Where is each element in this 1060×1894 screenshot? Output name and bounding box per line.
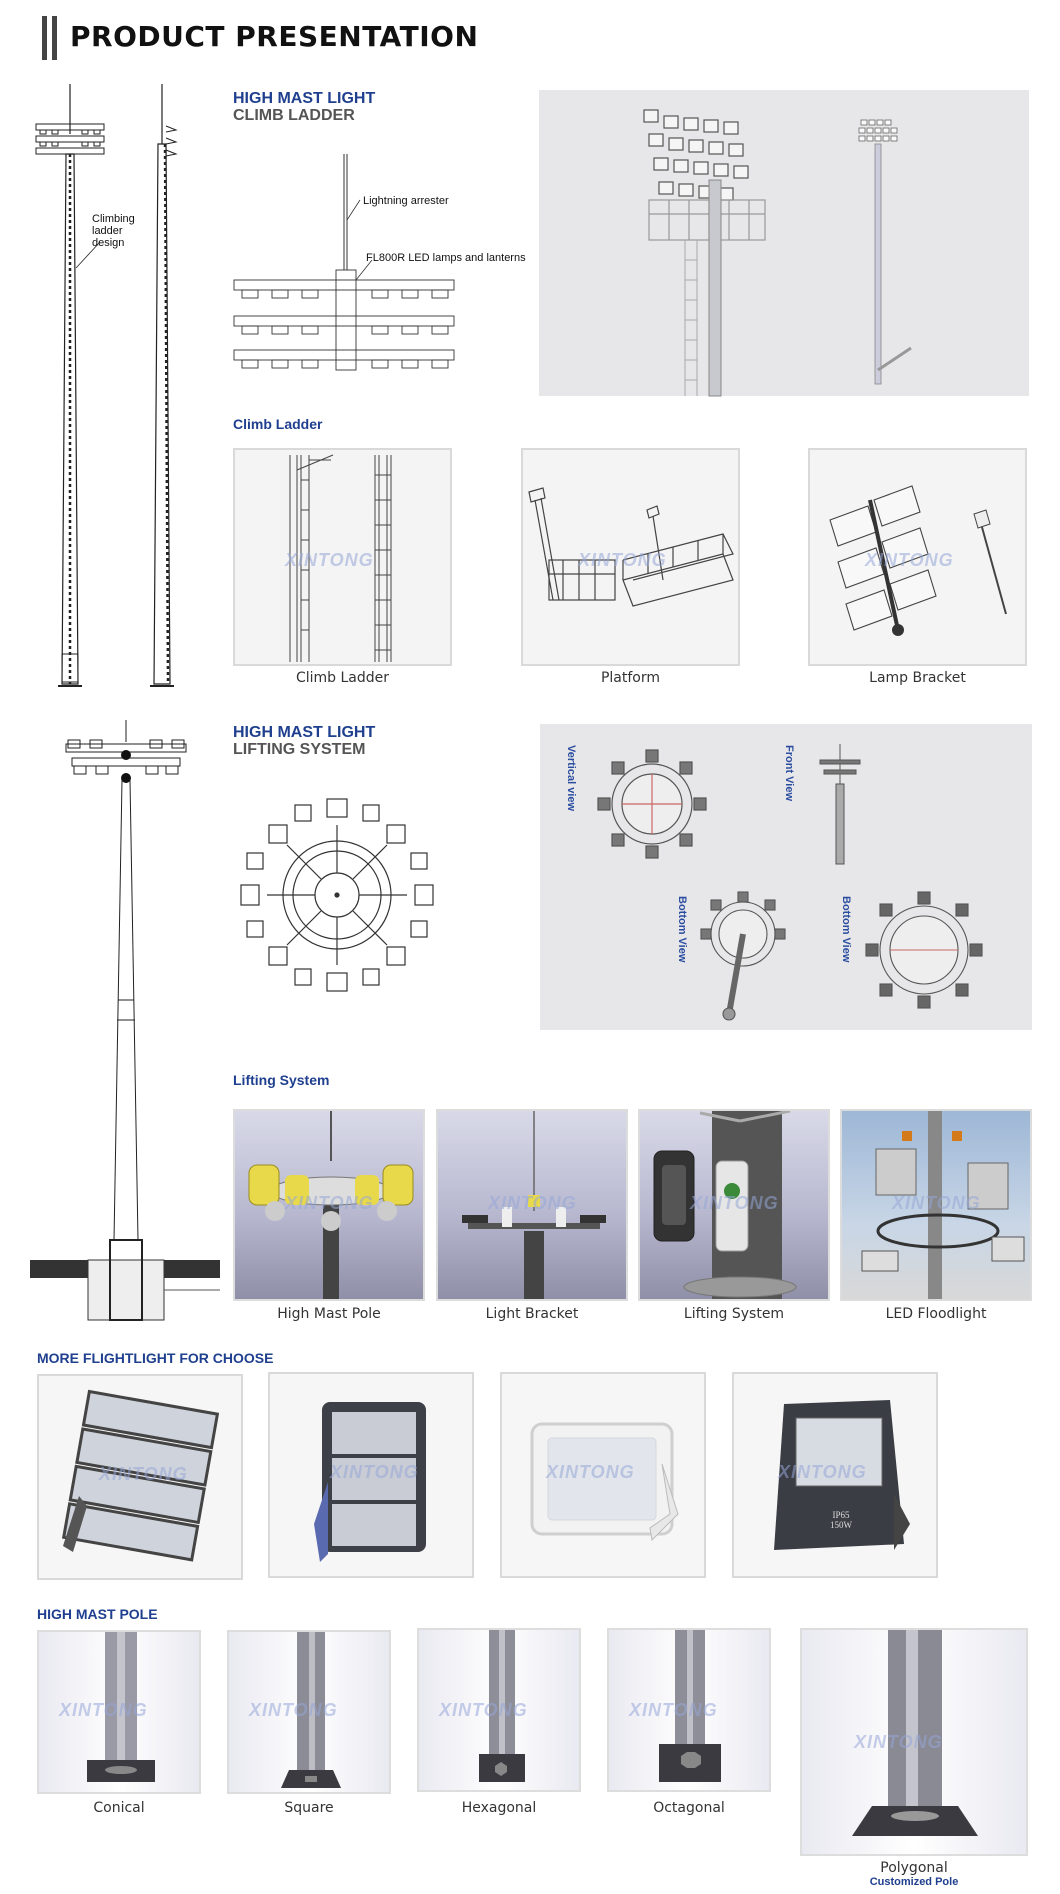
watermark: XINTONG: [439, 1700, 528, 1720]
climb-heading-1: HIGH MAST LIGHT: [233, 90, 376, 107]
lifting-system-thumb[interactable]: [638, 1109, 830, 1301]
pole-drawing-side: [148, 84, 188, 694]
watermark: XINTONG: [629, 1700, 718, 1720]
pole-caption-conical: Conical: [93, 1800, 145, 1816]
light-bracket-thumb[interactable]: [436, 1109, 628, 1301]
climb-caption-2: Platform: [600, 670, 661, 686]
pole-caption-hexagonal: Hexagonal: [461, 1800, 537, 1816]
climbing-ladder-label: Climbing ladder design: [92, 213, 135, 249]
watermark: XINTONG: [892, 1193, 981, 1213]
vertical-view-label: Vertical view: [565, 745, 577, 812]
title-accent-bar: [42, 16, 47, 60]
lifting-caption-1: High Mast Pole: [277, 1306, 381, 1322]
bottom-view-label-1: Bottom View: [676, 896, 688, 963]
pole-option-conical[interactable]: [37, 1630, 201, 1794]
page-title: PRODUCT PRESENTATION: [70, 20, 479, 53]
pole-caption-polygonal: Polygonal: [880, 1860, 948, 1876]
floodlight-option-2[interactable]: [268, 1372, 474, 1578]
climb-heading-2: CLIMB LADDER: [233, 107, 355, 124]
watermark: XINTONG: [285, 550, 374, 570]
platform-thumb[interactable]: [521, 448, 740, 666]
climb-ladder-thumb[interactable]: [233, 448, 452, 666]
front-view-label: Front View: [783, 745, 795, 802]
watermark: XINTONG: [59, 1700, 148, 1720]
lifting-caption-3: Lifting System: [683, 1306, 785, 1322]
pole-option-square[interactable]: [227, 1630, 391, 1794]
lifting-ring-drawing: [232, 790, 442, 1000]
lifting-section-label: Lifting System: [233, 1072, 330, 1088]
lifting-caption-2: Light Bracket: [485, 1306, 579, 1322]
pole-caption-square: Square: [284, 1800, 334, 1816]
poles-heading: HIGH MAST POLE: [37, 1606, 158, 1622]
climb-render-drawing: [539, 90, 1029, 396]
watermark: XINTONG: [249, 1700, 338, 1720]
watermark: XINTONG: [99, 1464, 188, 1484]
pointer-line: [72, 240, 102, 270]
climb-caption-1: Climb Ladder: [295, 670, 390, 686]
watermark: XINTONG: [690, 1193, 779, 1213]
lifting-heading-2: LIFTING SYSTEM: [233, 741, 366, 758]
annotation-lightning-arrester: Lightning arrester: [363, 195, 449, 207]
led-floodlight-thumb[interactable]: [840, 1109, 1032, 1301]
floodlight-option-3[interactable]: [500, 1372, 706, 1578]
customized-pole-caption: Customized Pole: [869, 1876, 959, 1888]
watermark: XINTONG: [285, 1193, 374, 1213]
lifting-pole-drawing: [30, 720, 220, 1320]
watermark: XINTONG: [488, 1193, 577, 1213]
pole-option-hexagonal[interactable]: [417, 1628, 581, 1792]
high-mast-pole-thumb[interactable]: [233, 1109, 425, 1301]
lamp-bracket-thumb[interactable]: [808, 448, 1027, 666]
floodlight-option-1[interactable]: [37, 1374, 243, 1580]
pole-option-octagonal[interactable]: [607, 1628, 771, 1792]
watermark: XINTONG: [865, 550, 954, 570]
watermark: XINTONG: [778, 1462, 867, 1482]
climb-caption-3: Lamp Bracket: [869, 670, 966, 686]
watermark: XINTONG: [578, 550, 667, 570]
pole-drawing-front: [28, 84, 108, 694]
watermark: XINTONG: [854, 1732, 943, 1752]
bottom-view-label-2: Bottom View: [840, 896, 852, 963]
watermark: XINTONG: [546, 1462, 635, 1482]
lifting-caption-4: LED Floodlight: [885, 1306, 987, 1322]
fixture-label: IP65 150W: [830, 1510, 852, 1530]
lifting-views-drawing: [540, 724, 1032, 1030]
lifting-heading-1: HIGH MAST LIGHT: [233, 724, 376, 741]
pole-option-polygonal[interactable]: [800, 1628, 1028, 1856]
pole-caption-octagonal: Octagonal: [653, 1800, 725, 1816]
watermark: XINTONG: [330, 1462, 419, 1482]
floodlight-option-4[interactable]: [732, 1372, 938, 1578]
title-accent-bar: [52, 16, 57, 60]
floodlights-heading: MORE FLIGHTLIGHT FOR CHOOSE: [37, 1350, 274, 1366]
annotation-led-lamps: FL800R LED lamps and lanterns: [366, 252, 526, 264]
climb-section-label: Climb Ladder: [233, 416, 323, 432]
